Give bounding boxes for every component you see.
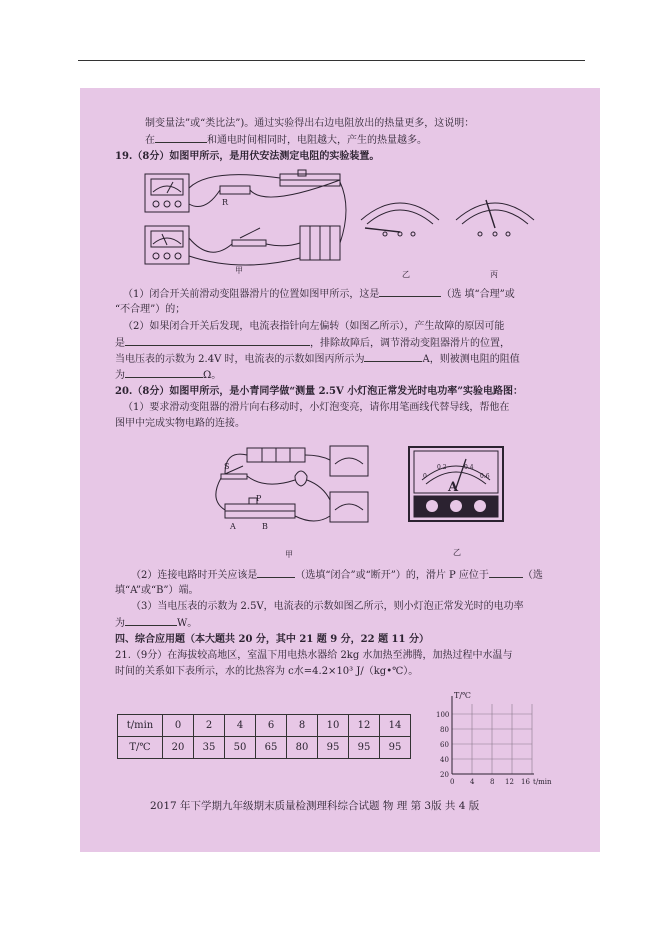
q20-meter-tick-02: 0.2 — [437, 464, 447, 471]
q20-label-p: P — [256, 494, 262, 503]
q21-graph-xtick: 0 — [450, 778, 455, 786]
q20-meter-tick-04: 0.4 — [464, 464, 474, 471]
q21-graph-ytick: 20 — [440, 771, 449, 779]
q19-p1-blank[interactable] — [379, 287, 441, 297]
table-head-temperature: T/℃ — [118, 737, 163, 759]
q20-p3-b-post: W。 — [177, 618, 198, 629]
q20-p2-a-pre: （2）连接电路时开关应该是 — [131, 570, 258, 581]
q20-p3-a: （3）当电压表的示数为 2.5V，电流表的示数如图乙所示，则小灯泡正常发光时的电功率 — [131, 601, 524, 612]
q19-label-r: R — [222, 198, 229, 207]
q19-fault-blank[interactable] — [125, 336, 310, 346]
q20-label-a: A — [230, 522, 236, 531]
q20-p2-a — [131, 568, 543, 582]
q19-p2-d-pre: 为 — [115, 370, 125, 381]
ammeter — [330, 492, 368, 522]
q21-graph-ytick: 80 — [440, 726, 449, 734]
q18-line2 — [145, 133, 427, 147]
q19-p2-a: （2）如果闭合开关后发现，电流表指针向左偏转（如图乙所示），产生故障的原因可能 — [123, 321, 505, 332]
table-cell: 2 — [194, 715, 225, 737]
q21-graph-ylabel: T/℃ — [454, 691, 471, 700]
q19-p1-a: （1）闭合开关前滑动变阻器滑片的位置如图甲所示，这是 — [123, 289, 380, 300]
q20-meter-letter: A — [448, 480, 459, 495]
bulb — [295, 471, 307, 486]
q20-p1-a: （1）要求滑动变阻器的滑片向右移动时，小灯泡变亮，请你用笔画线代替导线，帮他在 — [123, 402, 510, 413]
q20-meter-tick-06: 0.6 — [480, 473, 490, 480]
table-cell: 95 — [349, 737, 380, 759]
q19-figure-yi-dial — [355, 188, 445, 248]
q19-p2-c — [115, 352, 520, 366]
q19-p1-c: “不合理”）的； — [115, 304, 186, 315]
q19-p2-b-pre: 是 — [115, 338, 125, 349]
q19-p2-b — [115, 336, 510, 350]
q21-graph-ytick: 100 — [436, 711, 450, 719]
q19-p2-d — [115, 368, 221, 382]
table-cell: 0 — [163, 715, 194, 737]
table-cell: 95 — [318, 737, 349, 759]
q19-p2-b-post: ，排除故障后，调节滑动变阻器滑片的位置， — [310, 338, 510, 349]
q20-p3-b — [115, 616, 197, 630]
q19-p2-c-post: A，则被测电阻的阻值 — [422, 354, 520, 365]
table-head-time: t/min — [118, 715, 163, 737]
q20-p2-a-post: （选 — [522, 570, 543, 581]
page-footer: 2017 年下学期九年级期末质量检测理科综合试题 物 理 第 3版 共 4 版 — [150, 800, 480, 812]
q20-label-yi: 乙 — [453, 548, 461, 557]
switch-s — [221, 474, 247, 479]
table-cell: 65 — [256, 737, 287, 759]
q20-p2-b: 填“A”或“B”）端。 — [115, 585, 199, 596]
q20-p1-b: 图甲中完成实物电路的连接。 — [115, 418, 245, 429]
q18-answer-blank[interactable] — [155, 133, 207, 143]
table-cell: 10 — [318, 715, 349, 737]
q19-current-blank[interactable] — [364, 352, 422, 362]
q19-p2-d-post: Ω。 — [203, 370, 222, 381]
table-cell: 6 — [256, 715, 287, 737]
q20-label-jia: 甲 — [285, 550, 293, 559]
q20-label-b: B — [262, 522, 268, 531]
table-cell: 14 — [380, 715, 411, 737]
table-cell: 8 — [287, 715, 318, 737]
table-cell: 35 — [194, 737, 225, 759]
switch-base — [232, 240, 266, 246]
q20-power-blank[interactable] — [125, 616, 177, 626]
q21-graph-xlabel: t/min — [533, 778, 552, 786]
q19-title: 19.（8分）如图甲所示，是用伏安法测定电阻的实验装置。 — [115, 151, 380, 162]
q21-graph-xtick: 8 — [490, 778, 495, 786]
table-cell: 80 — [287, 737, 318, 759]
q19-figure-bing-dial — [450, 188, 540, 248]
q20-slider-blank[interactable] — [489, 568, 523, 578]
q21-graph-xtick: 4 — [470, 778, 475, 786]
q20-switch-blank[interactable] — [257, 568, 295, 578]
q19-label-jia: 甲 — [235, 266, 243, 275]
q21-graph-ytick: 60 — [440, 741, 449, 749]
q20-meter-tick-0: 0 — [423, 473, 427, 480]
q19-label-bing: 丙 — [490, 270, 498, 279]
table-cell: 95 — [380, 737, 411, 759]
q19-p2-c-pre: 当电压表的示数为 2.4V 时，电流表的示数如图丙所示为 — [115, 354, 365, 365]
q21-graph-ytick: 40 — [440, 756, 449, 764]
table-cell: 12 — [349, 715, 380, 737]
page-top-rule — [78, 60, 585, 61]
q18-line1: 制变量法”或“类比法”)。通过实验得出右边电阻放出的热量更多，这说明： — [145, 118, 475, 129]
section4-title: 四、综合应用题（本大题共 20 分，其中 21 题 9 分，22 题 11 分） — [115, 634, 429, 645]
table-cell: 4 — [225, 715, 256, 737]
q21-data-table — [117, 714, 411, 759]
q21-graph-grid — [452, 704, 534, 774]
q21-graph-xtick: 16 — [521, 778, 530, 786]
q19-label-yi: 乙 — [402, 270, 410, 279]
resistor-r — [220, 186, 250, 194]
table-row — [118, 737, 411, 759]
table-row — [118, 715, 411, 737]
q19-p1-b: （选 填“合理”或 — [441, 289, 515, 300]
q20-p3-b-pre: 为 — [115, 618, 125, 629]
q19-figure-jia — [140, 168, 355, 278]
q18-line2-post: 和通电时间相同时，电阻越大，产生的热量越多。 — [207, 135, 427, 146]
voltmeter — [330, 446, 368, 476]
q21-line2: 时间的关系如下表所示，水的比热容为 c水=4.2×10³ J/（kg•℃）。 — [115, 666, 419, 677]
q20-p2-a-mid: （选填“闭合”或“断开”）的，滑片 P 应位于 — [295, 570, 489, 581]
table-cell: 20 — [163, 737, 194, 759]
q20-label-s: S — [224, 462, 230, 471]
q19-resistance-blank[interactable] — [125, 368, 203, 378]
table-cell: 50 — [225, 737, 256, 759]
q21-line1: 21.（9分）在海拔较高地区，室温下用电热水器给 2kg 水加热至沸腾，加热过程中水温与 — [115, 650, 513, 661]
q18-line2-pre: 在 — [145, 135, 155, 146]
q21-graph-xtick: 12 — [505, 778, 514, 786]
q20-title: 20.（8分）如图甲所示，是小青同学做“测量 2.5V 小灯泡正常发光时电功率”实验电路图： — [115, 386, 523, 397]
q19-p1 — [123, 287, 515, 301]
